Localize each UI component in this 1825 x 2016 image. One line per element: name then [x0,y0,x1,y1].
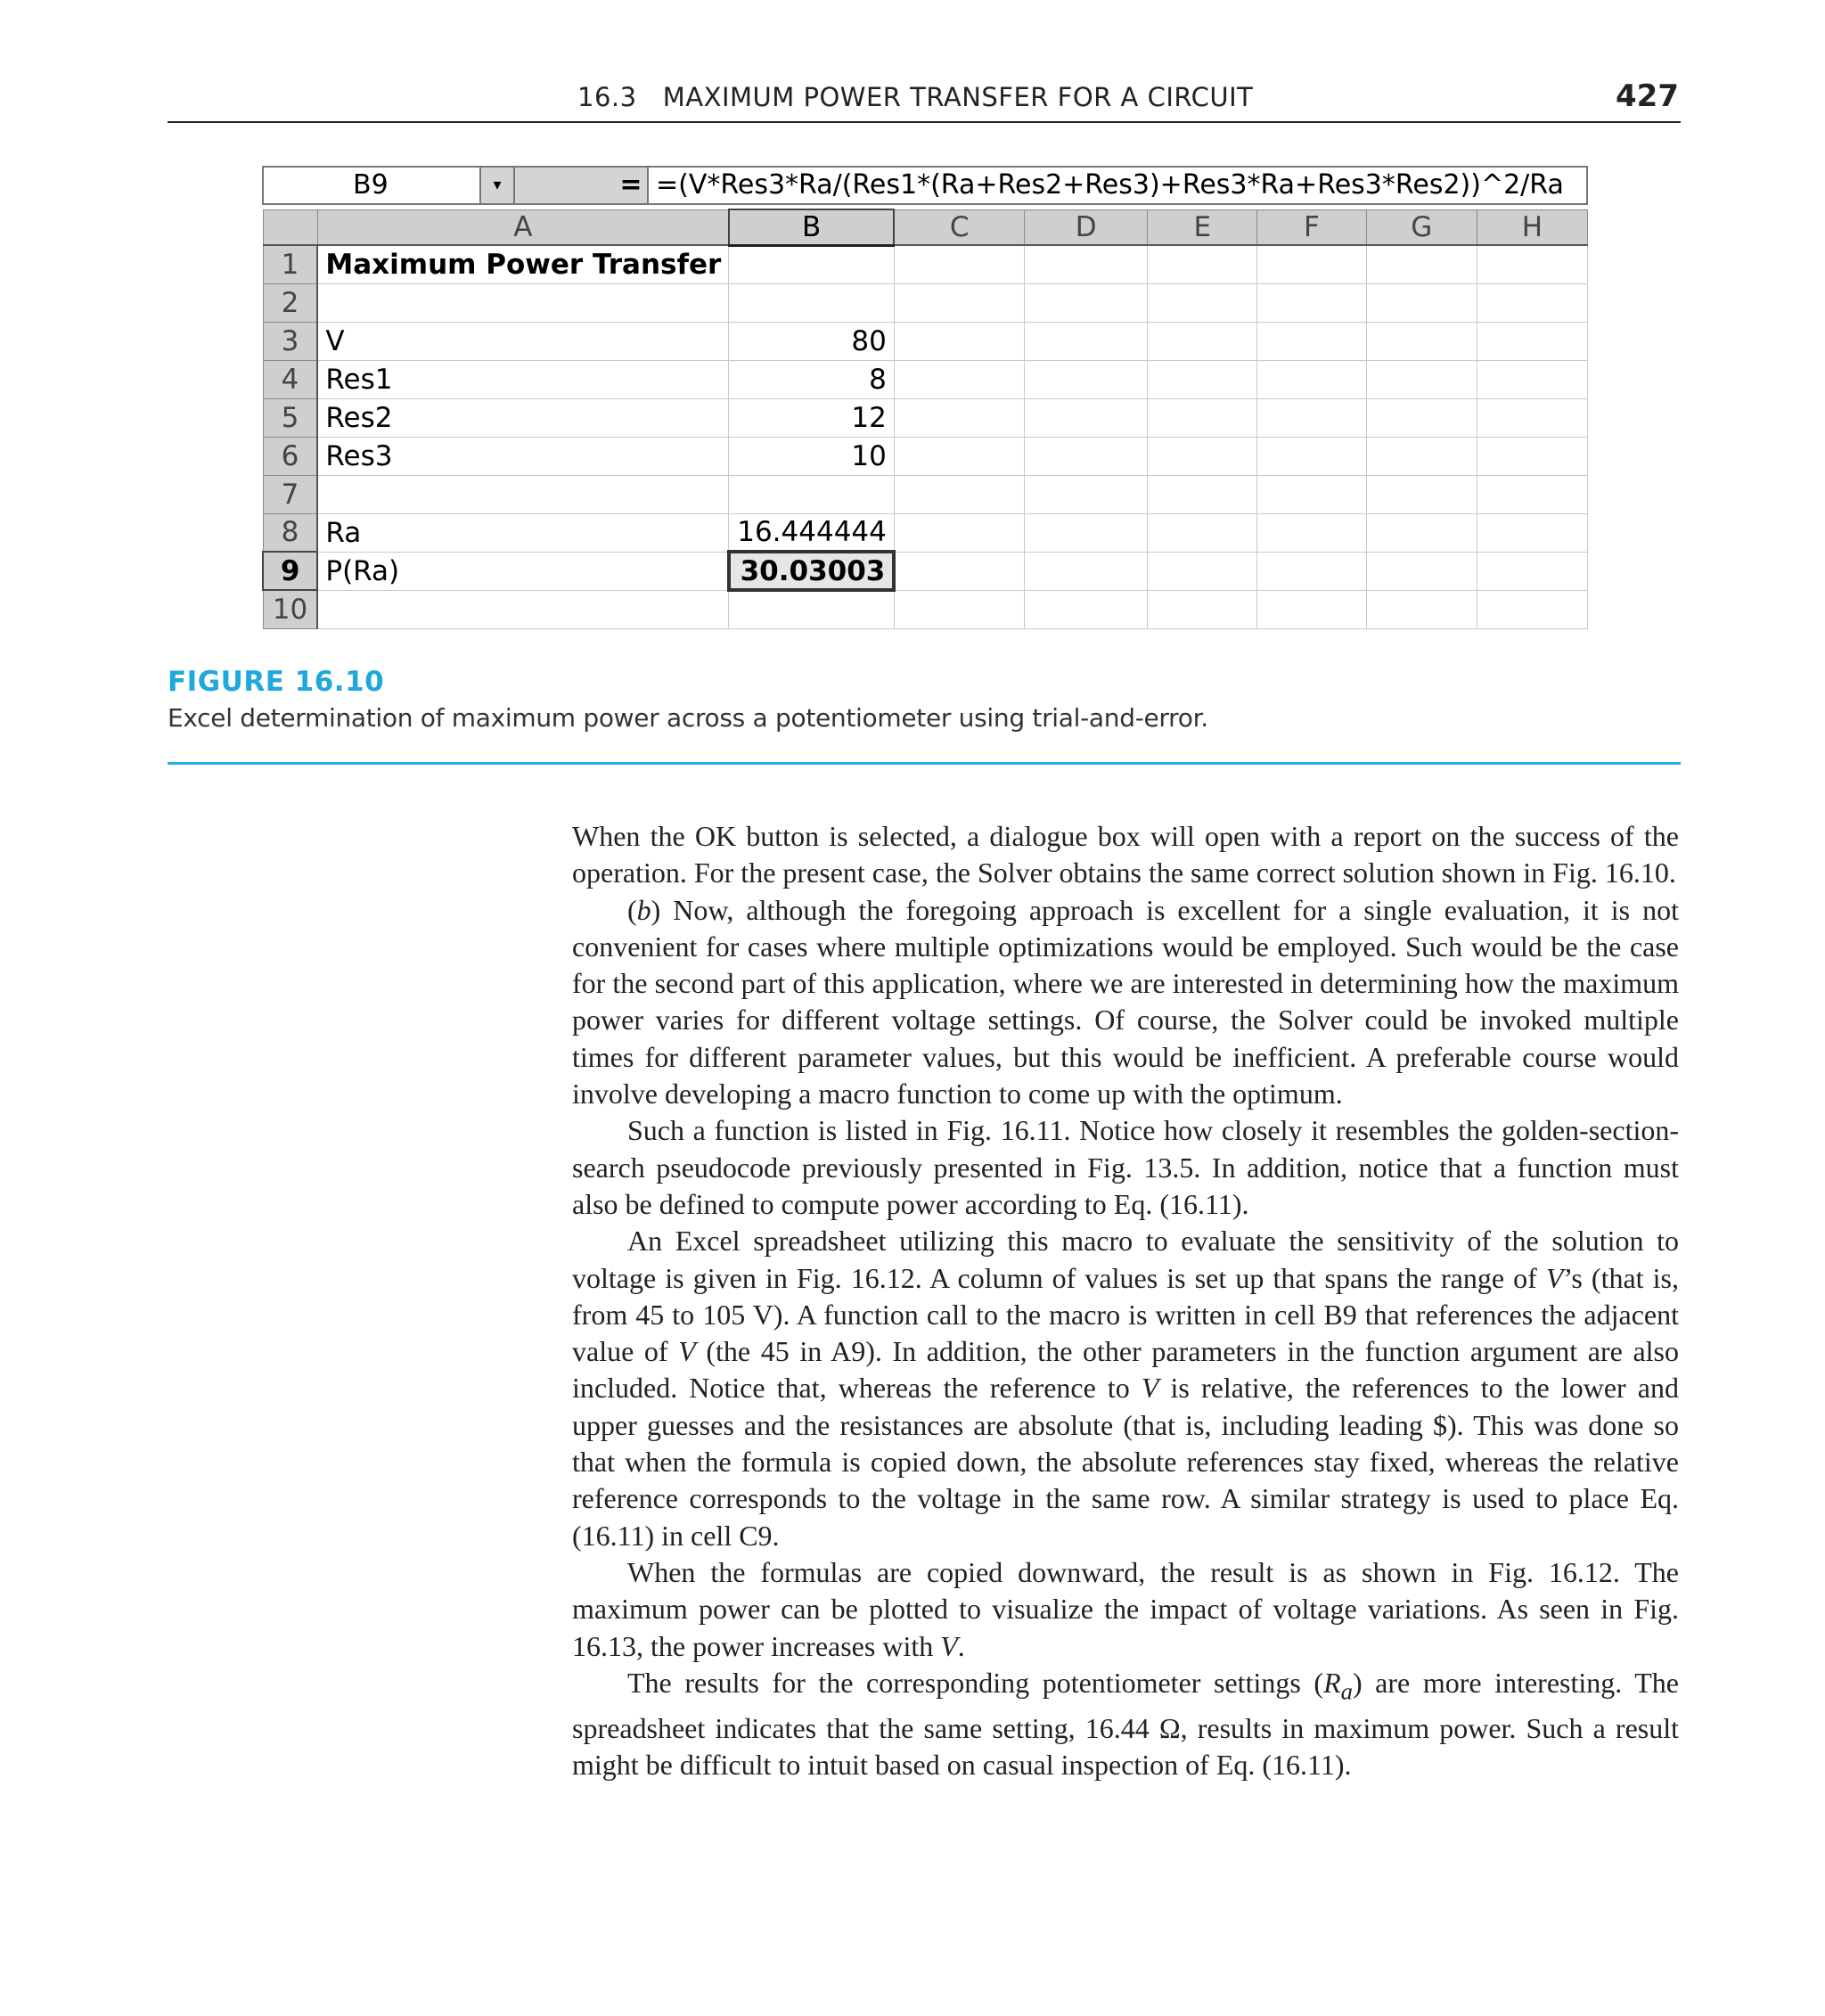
cell[interactable] [894,590,1024,628]
cell[interactable] [894,475,1024,513]
cell[interactable] [1257,398,1366,437]
cell-b2[interactable] [729,283,895,322]
table-row [263,322,1588,360]
cell[interactable] [1366,437,1477,475]
row-header[interactable]: 2 [263,283,317,322]
table-row [263,283,1588,322]
cell[interactable] [894,283,1024,322]
cell[interactable] [1257,552,1366,590]
cell[interactable] [1477,552,1587,590]
table-row [263,398,1588,437]
cell[interactable] [1148,322,1257,360]
table-row [263,437,1588,475]
table-row [263,552,1588,590]
select-all-corner[interactable] [263,209,317,245]
formula-bar [262,166,1588,209]
cell-b6[interactable]: 10 [729,437,895,475]
paragraph [572,1223,1679,1554]
cell[interactable] [894,552,1024,590]
cell-b4[interactable]: 8 [729,360,895,398]
cell-a2[interactable] [317,283,728,322]
cell[interactable] [1257,475,1366,513]
page-number: 427 [1616,78,1679,114]
row-header[interactable]: 4 [263,360,317,398]
cell[interactable] [1148,590,1257,628]
cell[interactable] [1025,322,1148,360]
cell[interactable] [1257,283,1366,322]
cell[interactable] [1366,513,1477,552]
cell[interactable] [1148,437,1257,475]
row-header[interactable]: 3 [263,322,317,360]
text-run: ’s (that is, from 45 to 105 V). A function call to the macro is written in cell B9 that references the adjacent value of [572,1261,1680,1368]
cell[interactable] [1366,398,1477,437]
cell[interactable] [1477,590,1587,628]
table-row [263,245,1588,283]
cell[interactable] [1025,513,1148,552]
cell[interactable] [1257,437,1366,475]
text-run: When the formulas are copied downward, the result is as shown in Fig. 16.12. The maximum power can be plotted to visualize the impact of voltage variations. As seen in Fig. 16.13, the power increases with [572,1555,1679,1662]
cell[interactable] [1148,513,1257,552]
cell[interactable] [1366,552,1477,590]
cell[interactable] [1025,398,1148,437]
cell[interactable] [1148,552,1257,590]
column-header-c[interactable]: C [894,209,1024,245]
cell-b3[interactable]: 80 [729,322,895,360]
row-header[interactable]: 5 [263,398,317,437]
cell[interactable] [1477,398,1587,437]
cell-a5[interactable]: Res2 [317,398,728,437]
text-run: ) Now, although the foregoing approach is excellent for a single evaluation, it is not convenient for cases where multiple optimizations would be employed. Such would be the case for the second part of this application, where we are interested in determining how the maximum power varies for different voltage settings. Of course, the Solver could be invoked multiple times for different parameter values, but this would be inefficient. A preferable course would involve developing a macro function to come up with the optimum. [572,893,1679,1110]
text-run: ( [627,893,637,926]
column-header-g[interactable]: G [1366,209,1477,245]
paragraph [572,892,1679,1113]
formula-input[interactable]: =(V*Res3*Ra/(Res1*(Ra+Res2+Res3)+Res3*Ra+Res3*Res2))^2/Ra [647,166,1588,205]
cell[interactable] [1477,475,1587,513]
spreadsheet-figure [262,166,1588,641]
cell[interactable] [894,322,1024,360]
cell[interactable] [1148,475,1257,513]
cell[interactable] [1025,590,1148,628]
section-title: 16.3 MAXIMUM POWER TRANSFER FOR A CIRCUIT [577,82,1254,112]
cell[interactable] [1025,552,1148,590]
table-row [263,475,1588,513]
text-run: The results for the corresponding potentiometer settings ( [627,1666,1324,1699]
formula-bar-gap [515,166,615,205]
text-run: (the 45 in A9). In addition, the other parameters in the function argument are also included. Notice that, whereas the reference to [572,1335,1679,1405]
cell[interactable] [1477,322,1587,360]
text-run: An Excel spreadsheet utilizing this macro to evaluate the sensitivity of the solution to voltage is given in Fig. 16.12. A column of values is set up that spans the range of [572,1225,1679,1294]
subscript: a [1340,1677,1353,1705]
cell[interactable] [894,360,1024,398]
cell[interactable] [894,437,1024,475]
column-header-f[interactable]: F [1257,209,1366,245]
row-header[interactable]: 1 [263,245,317,283]
cell[interactable] [1366,475,1477,513]
variable: V [678,1335,696,1368]
cell[interactable] [1366,360,1477,398]
cell-a1[interactable]: Maximum Power Transfer [317,245,728,283]
text-run: ) are more interesting. The spreadsheet indicates that the same setting, 16.44 Ω, results in maximum power. Such a result might be difficult to intuit based on casual inspection of Eq. (16.11). [572,1666,1680,1781]
table-row [263,513,1588,552]
cell[interactable] [894,245,1024,283]
cell[interactable] [1257,590,1366,628]
cell-a9[interactable]: P(Ra) [317,552,728,590]
column-header-a[interactable]: A [317,209,728,245]
paragraph [572,1554,1679,1665]
cell[interactable] [1148,245,1257,283]
part-label: b [636,893,651,926]
cell-a8[interactable]: Ra [317,513,728,552]
body-text [572,818,1679,1783]
cell[interactable] [894,513,1024,552]
cell[interactable] [1025,283,1148,322]
cell[interactable] [1025,475,1148,513]
variable: V [1545,1261,1564,1294]
cell[interactable] [1148,360,1257,398]
cell[interactable] [1257,322,1366,360]
row-header[interactable]: 6 [263,437,317,475]
edit-formula-button[interactable]: = [615,166,647,205]
variable: V [1141,1372,1159,1405]
cell-a4[interactable]: Res1 [317,360,728,398]
cell-a6[interactable]: Res3 [317,437,728,475]
cell[interactable] [894,398,1024,437]
row-header[interactable]: 10 [263,590,317,628]
column-header-d[interactable]: D [1025,209,1148,245]
figure-caption: Excel determination of maximum power across a potentiometer using trial-and-error. [168,703,1208,733]
column-header-h[interactable]: H [1477,209,1587,245]
cell-b10[interactable] [729,590,895,628]
paragraph: Such a function is listed in Fig. 16.11. Notice how closely it resembles the golden-section-search pseudocode previously presented in Fig. 13.5. In addition, notice that a function must also be defined to compute power according to Eq. (16.11). [572,1114,1679,1220]
active-cell-b9[interactable]: 30.03003 [729,552,895,590]
text-run: is relative, the references to the lower and upper guesses and the resistances are absolute (that is, including leading $). This was done so that when the formula is copied down, the absolute references stay fixed, whereas the relative reference corresponds to the voltage in the same row. A similar strategy is used to place Eq. (16.11) in cell C9. [572,1372,1680,1552]
cell[interactable] [1477,513,1587,552]
cell-a3[interactable]: V [317,322,728,360]
paragraph: When the OK button is selected, a dialogue box will open with a report on the success of the operation. For the present case, the Solver obtains the same correct solution shown in Fig. 16.10. [572,820,1679,889]
sheet-grid [262,209,1588,629]
cell[interactable] [1257,513,1366,552]
cell-b5[interactable]: 12 [729,398,895,437]
paragraph [572,1665,1679,1783]
cell[interactable] [1477,437,1587,475]
cell[interactable] [1148,283,1257,322]
cell-b8[interactable]: 16.444444 [729,513,895,552]
row-header[interactable]: 7 [263,475,317,513]
column-header-b[interactable]: B [729,209,895,245]
cell[interactable] [1025,360,1148,398]
table-row [263,360,1588,398]
column-header-e[interactable]: E [1148,209,1257,245]
name-box-dropdown-icon[interactable]: ▾ [479,166,515,205]
cell[interactable] [1477,283,1587,322]
figure-label: FIGURE 16.10 [168,666,385,698]
cell[interactable] [1366,283,1477,322]
cell-b7[interactable] [729,475,895,513]
cell[interactable] [1477,360,1587,398]
table-row [263,590,1588,628]
cell-a10[interactable] [317,590,728,628]
cell[interactable] [1257,360,1366,398]
cell[interactable] [1025,437,1148,475]
cell[interactable] [1477,245,1587,283]
cell[interactable] [1025,245,1148,283]
row-header[interactable]: 9 [263,552,317,590]
variable: V [940,1629,958,1662]
cell[interactable] [1366,590,1477,628]
cell[interactable] [1366,322,1477,360]
row-header[interactable]: 8 [263,513,317,552]
text-run: . [957,1629,965,1662]
caption-divider [168,762,1681,765]
name-box[interactable]: B9 [262,166,479,205]
running-head [168,78,1681,123]
cell[interactable] [1148,398,1257,437]
cell-a7[interactable] [317,475,728,513]
cell[interactable] [1366,245,1477,283]
cell-b1[interactable] [729,245,895,283]
variable: R [1323,1666,1341,1699]
cell[interactable] [1257,245,1366,283]
